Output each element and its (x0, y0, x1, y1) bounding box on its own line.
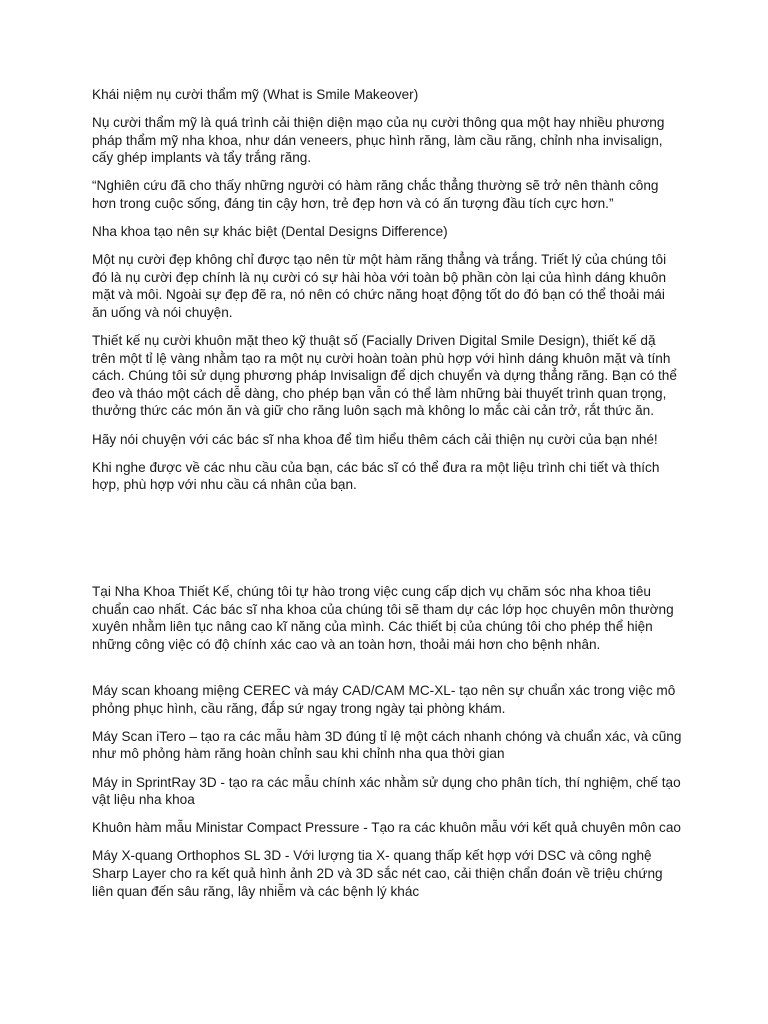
paragraph-beautiful-smile: Một nụ cười đẹp không chỉ được tạo nên từ một hàm răng thẳng và trắng. Triết lý của chúng tôi đó là nụ cười đẹp chính là nụ cười có sự hài hòa với toàn bộ phần còn lại của hình dáng khuôn mặt và môi. Ngoài sự đẹp đẽ ra, nó nên có chức năng hoạt động tốt do đó bạn có thể thoải mái ăn uống và nói chuyện. (92, 252, 667, 320)
equipment-itero: Máy Scan iTero – tạo ra các mẫu hàm 3D đúng tỉ lệ một cách nhanh chóng và chuẩn xác, và cũng như mô phỏng hàm răng hoàn chỉnh sau khi chỉnh nha qua thời gian (92, 728, 682, 762)
paragraph-smile-makeover-definition: Nụ cười thẩm mỹ là quá trình cải thiện diện mạo của nụ cười thông qua một hay nhiều phương pháp thẩm mỹ nha khoa, như dán veneers, phục hình răng, làm cầu răng, chỉnh nha invisalign, cấy ghép implants và tẩy trắng răng. (92, 115, 665, 166)
section-heading-dental-designs-difference: Nha khoa tạo nên sự khác biệt (Dental Designs Difference) (92, 224, 448, 240)
blank-space (92, 504, 682, 583)
paragraph-talk-to-dentist: Hãy nói chuyện với các bác sĩ nha khoa để tìm hiểu thêm cách cải thiện nụ cười của bạn nhé! (92, 431, 658, 447)
paragraph-treatment-plan: Khi nghe được về các nhu cầu của bạn, các bác sĩ có thể đưa ra một liệu trình chi tiết và thích hợp, phù hợp với nhu cầu cá nhân của bạn. (92, 459, 660, 493)
equipment-sprintray: Máy in SprintRay 3D - tạo ra các mẫu chính xác nhằm sử dụng cho phân tích, thí nghiệm, chế tạo vật liệu nha khoa (92, 774, 681, 808)
document-body (92, 86, 682, 911)
section-heading-smile-makeover: Khái niệm nụ cười thẩm mỹ (What is Smile Makeover) (92, 87, 419, 102)
quote-research: “Nghiên cứu đã cho thấy những người có hàm răng chắc thẳng thường sẽ trở nên thành công hơn trong cuộc sống, đáng tin cậy hơn, trẻ đẹp hơn và có ấn tượng đầu tích cực hơn.” (92, 178, 659, 211)
equipment-orthophos: Máy X-quang Orthophos SL 3D - Với lượng tia X- quang thấp kết hợp với DSC và công nghệ Sharp Layer cho ra kết quả hình ảnh 2D và 3D sắc nét cao, cải thiện chẩn đoán về triệu chứng liên quan đến sâu răng, lây nhiễm và các bệnh lý khác (92, 848, 663, 899)
paragraph-digital-smile-design: Thiết kế nụ cười khuôn mặt theo kỹ thuật số (Facially Driven Digital Smile Design), thiết kế dặ trên một tỉ lệ vàng nhằm tạo ra một nụ cười hoàn toàn phù hợp với hình dáng khuôn mặt và tính cách. Chúng tôi sử dụng phương pháp Invisalign để dịch chuyển và dựng thẳng răng. Bạn có thể đeo và tháo một cách dễ dàng, cho phép bạn vẫn có thể làm những bài thuyết trình quan trọng, thưởng thức các món ăn và giữ cho răng luôn sạch mà không lo mắc cài cản trở, rắt thức ăn. (92, 333, 677, 419)
paragraph-clinic-intro: Tại Nha Khoa Thiết Kế, chúng tôi tự hào trong việc cung cấp dịch vụ chăm sóc nha khoa tiêu chuẩn cao nhất. Các bác sĩ nha khoa của chúng tôi sẽ tham dự các lớp học chuyên môn thường xuyên nhằm liên tục nâng cao kĩ năng của mình. Các thiết bị của chúng tôi cho phép thể hiện những công việc có độ chính xác cao và an toàn hơn, thoải mái hơn cho bệnh nhân. (92, 584, 674, 653)
equipment-ministar: Khuôn hàm mẫu Ministar Compact Pressure - Tạo ra các khuôn mẫu với kết quả chuyên môn cao (92, 820, 681, 836)
equipment-cerec: Máy scan khoang miệng CEREC và máy CAD/CAM MC-XL- tạo nên sự chuẩn xác trong việc mô phỏng phục hình, cầu răng, đắp sứ ngay trong ngày tại phòng khám. (92, 683, 676, 716)
blank-space (92, 664, 682, 682)
